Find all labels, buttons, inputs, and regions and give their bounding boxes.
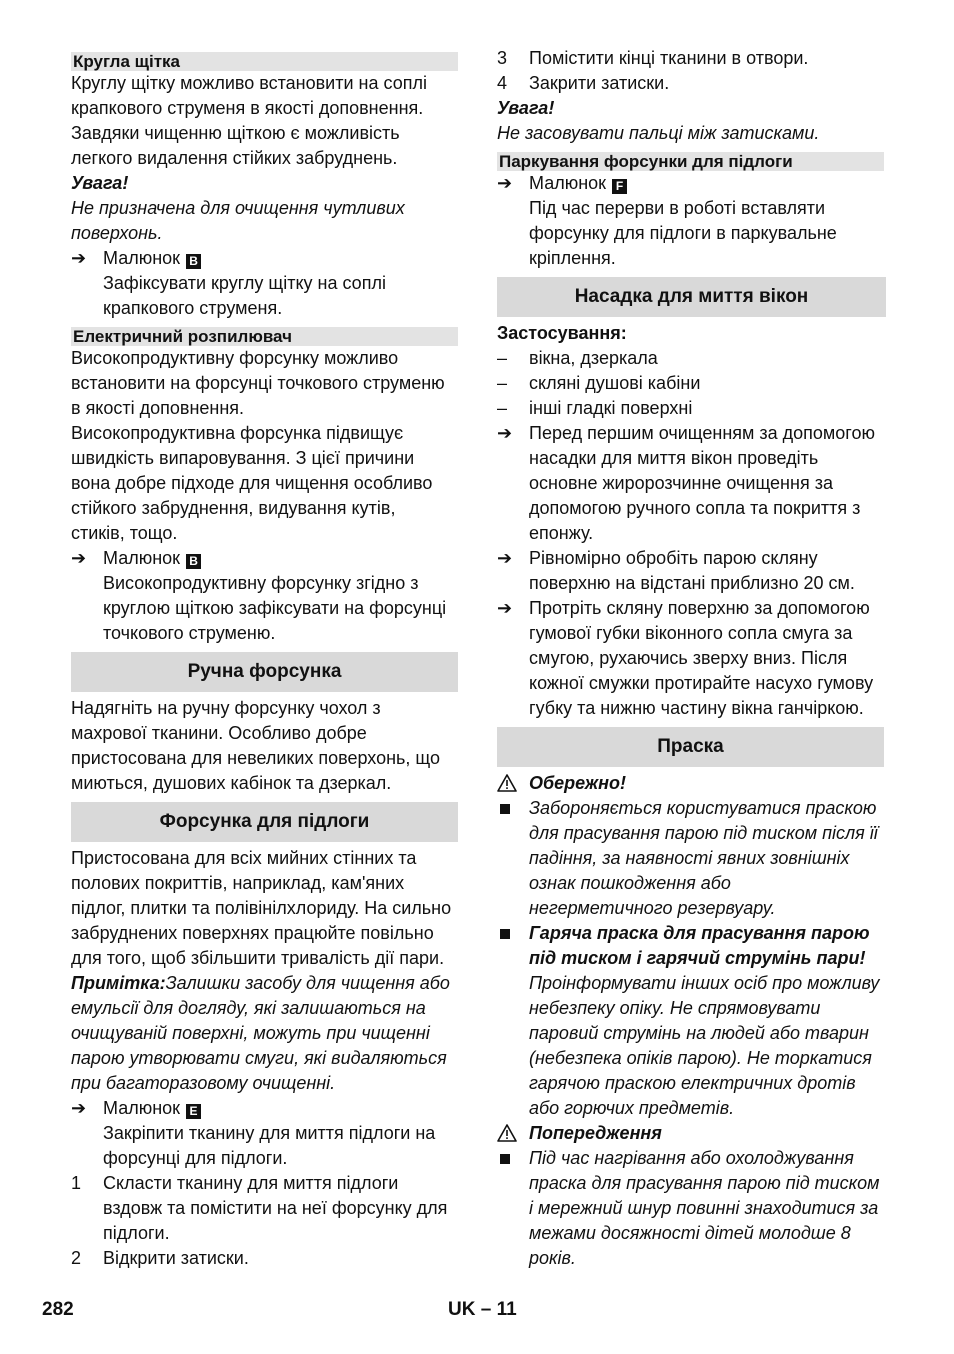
usage-item: скляні душові кабіни [529,373,701,393]
instruction-line: епонжу. [529,523,594,543]
paragraph-line: Високопродуктивну форсунку можливо [71,348,399,368]
paragraph-line: Надягніть на ручну форсунку чохол з [71,698,381,718]
square-bullet [500,929,510,939]
figure-label: Малюнок [103,248,181,268]
paragraph-line: вона добре підходе для чищення особливо [71,473,433,493]
caution-bold-line: Гаряча праска для прасування парою [529,923,870,943]
caution-text-line: падіння, за наявності явних зовнішніх [529,848,850,868]
note-label: Примітка: [71,973,166,993]
usage-item: інші гладкі поверхні [529,398,693,418]
section-heading: Праска [497,727,884,767]
caution-text-line: або горючих предметів. [529,1098,735,1118]
subsection-title: Паркування форсунки для підлоги [497,152,884,171]
figure-letter-box: B [186,254,201,269]
caution-label: Обережно! [529,773,627,793]
figure-reference [103,1096,201,1121]
note-text: Залишки засобу для чищення або [165,973,450,993]
instruction-line: гумової губки віконного сопла смуга за [529,623,853,643]
dash-bullet: – [497,373,508,393]
instruction-line: точкового струменю. [103,623,276,643]
arrow-icon: ➔ [71,248,87,268]
step-text-line: вздовж та помістити на неї форсунку для [103,1198,448,1218]
instruction-line: Перед першим очищенням за допомогою [529,423,875,443]
note-text-line: очищуваній поверхні, можуть при чищенні [71,1023,430,1043]
warning-text-line: Не засовувати пальці між затисками. [497,123,820,143]
paragraph-line: Завдяки чищенню щіткою є можливість [71,123,400,143]
square-bullet [500,804,510,814]
figure-letter-box: E [186,1104,201,1119]
step-number: 4 [497,73,508,93]
paragraph-line: встановити на форсунці точкового струменю [71,373,445,393]
instruction-line: Високопродуктивну форсунку згідно з [103,573,419,593]
warning-label: Увага! [497,98,555,118]
note-text-line: парою утворювати смуги, які видаляються [71,1048,447,1068]
caution-text-line: гарячою праскою електричних дротів [529,1073,856,1093]
warning-text-line: поверхонь. [71,223,163,243]
instruction-line: насадки для миття вікон проведіть [529,448,819,468]
caution-text-line: негерметичного резервуару. [529,898,776,918]
paragraph-line: стиків, тощо. [71,523,178,543]
warning-text-line: і мережний шнур повинні знаходитися за [529,1198,879,1218]
instruction-line: форсунку для підлоги в паркувальне [529,223,837,243]
paragraph-line: підлог, плитки та полівінілхлориду. На сильно [71,898,452,918]
arrow-icon: ➔ [71,548,87,568]
instruction-line: губку та нижню частину вікна ганчіркою. [529,698,864,718]
usage-label: Застосування: [497,323,627,343]
warning-triangle-icon [497,1123,517,1143]
warning-triangle-icon [497,773,517,793]
instruction-line: Закріпити тканину для миття підлоги на [103,1123,436,1143]
subsection-title: Кругла щітка [71,52,458,71]
caution-text-line: (небезпека опіків парою). Не торкатися [529,1048,872,1068]
section-heading: Форсунка для підлоги [71,802,458,842]
instruction-line: Протріть скляну поверхню за допомогою [529,598,870,618]
paragraph-line: Високопродуктивна форсунка підвищує [71,423,404,443]
instruction-line: Зафіксувати круглу щітку на соплі [103,273,386,293]
section-heading: Ручна форсунка [71,652,458,692]
instruction-line: допомогою ручного сопла та покриття з [529,498,861,518]
note-text-line: емульсії для догляду, які залишаються на [71,998,426,1018]
caution-text-line: Забороняється користуватися праскою [529,798,877,818]
figure-reference [103,246,201,271]
instruction-line: смугою, рухаючись зверху вниз. Після [529,648,848,668]
warning-heading: Попередження [529,1123,662,1143]
step-text-line: підлоги. [103,1223,170,1243]
paragraph-line: пристосована для невеликих поверхонь, що [71,748,441,768]
step-text-line: Відкрити затиски. [103,1248,249,1268]
caution-text-line: паровий струмінь на людей або тварин [529,1023,869,1043]
warning-text-line: межами досяжності дітей молодше 8 [529,1223,851,1243]
step-text-line: Закрити затиски. [529,73,670,93]
square-bullet [500,1154,510,1164]
warning-text-line: Не призначена для очищення чутливих [71,198,405,218]
arrow-icon: ➔ [497,598,513,618]
caution-text-line: ознак пошкодження або [529,873,731,893]
warning-text-line: праска для прасування парою під тиском [529,1173,880,1193]
arrow-icon: ➔ [497,423,513,443]
paragraph-line: швидкість випаровування. З цієї причини [71,448,415,468]
paragraph-line: Пристосована для всіх мийних стінних та [71,848,417,868]
warning-label: Увага! [71,173,129,193]
instruction-line: форсунці для підлоги. [103,1148,288,1168]
dash-bullet: – [497,348,508,368]
instruction-line: кріплення. [529,248,616,268]
subsection-title: Електричний розпилювач [71,327,458,346]
figure-label: Малюнок [103,548,181,568]
figure-label: Малюнок [103,1098,181,1118]
figure-reference [529,171,627,196]
step-number: 2 [71,1248,82,1268]
paragraph-line: полових покриттів, наприклад, кам'яних [71,873,405,893]
instruction-line: поверхню на відстані приблизно 20 см. [529,573,855,593]
arrow-icon: ➔ [71,1098,87,1118]
caution-bold-line: під тиском і гарячий струмінь пари! [529,948,866,968]
warning-text-line: Під час нагрівання або охолоджування [529,1148,854,1168]
paragraph-line: стійкого забруднення, видування кутів, [71,498,396,518]
usage-item: вікна, дзеркала [529,348,658,368]
instruction-line: Під час перерви в роботі вставляти [529,198,826,218]
step-number: 3 [497,48,508,68]
section-heading: Насадка для миття вікон [497,277,886,317]
section-marker: UK – 11 [448,1299,517,1320]
dash-bullet: – [497,398,508,418]
figure-letter-box: F [612,179,627,194]
figure-letter-box: B [186,554,201,569]
paragraph-line: легкого видалення стійких забруднень. [71,148,398,168]
paragraph-line: в якості доповнення. [71,398,245,418]
figure-reference [103,546,201,571]
instruction-line: основне жиророзчинне очищення за [529,473,833,493]
note-text-line: при багаторазовому очищенні. [71,1073,336,1093]
instruction-line: крапкового струменя. [103,298,283,318]
paragraph-line: для того, щоб збільшити тривалість дії пари. [71,948,445,968]
instruction-line: кожної смужки протирайте насухо гумову [529,673,874,693]
instruction-line: круглою щіткою зафіксувати на форсунці [103,598,447,618]
arrow-icon: ➔ [497,548,513,568]
step-text-line: Скласти тканину для миття підлоги [103,1173,399,1193]
warning-text-line: років. [529,1248,576,1268]
paragraph-line: махрової тканини. Особливо добре [71,723,367,743]
paragraph-line: Круглу щітку можливо встановити на соплі [71,73,427,93]
step-text-line: Помістити кінці тканини в отвори. [529,48,809,68]
step-number: 1 [71,1173,82,1193]
figure-label: Малюнок [529,173,607,193]
caution-text-line: небезпеку опіку. Не спрямовувати [529,998,821,1018]
caution-text-line: для прасування парою під тиском після її [529,823,878,843]
instruction-line: Рівномірно обробіть парою скляну [529,548,818,568]
paragraph-line: миються, душових кабінок та дзеркал. [71,773,392,793]
note-line [71,971,450,996]
caution-text-line: Проінформувати інших осіб про можливу [529,973,880,993]
paragraph-line: забруднених поверхнях працюйте повільно [71,923,434,943]
paragraph-line: крапкового струменя в якості доповнення. [71,98,424,118]
page-number: 282 [42,1299,74,1320]
arrow-icon: ➔ [497,173,513,193]
